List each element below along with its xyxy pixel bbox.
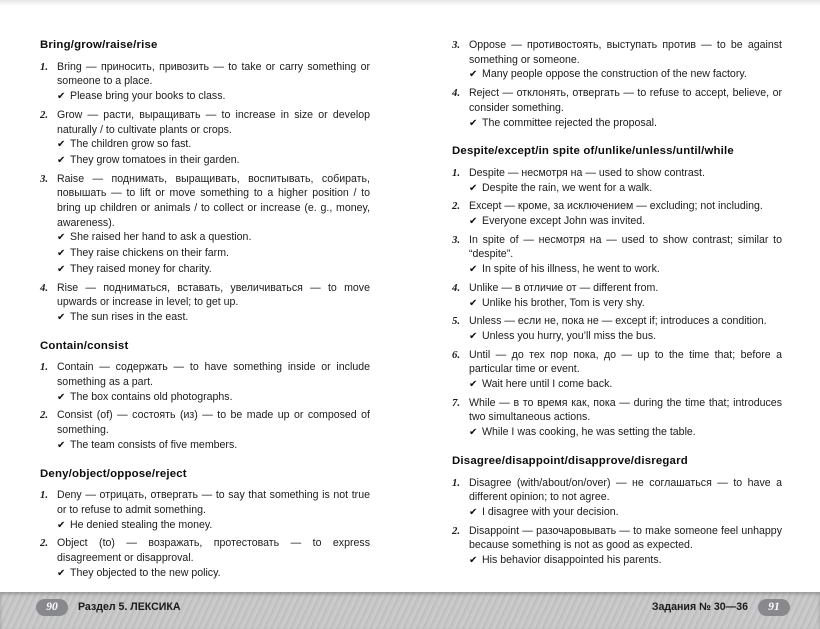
vocab-entry [452, 86, 782, 131]
example-line: ✔ His behavior disappointed his parents. [452, 553, 782, 569]
example-line: ✔ The committee rejected the proposal. [452, 116, 782, 132]
entry-number: 6. [452, 348, 461, 361]
vocab-entry [452, 233, 782, 278]
example-line: ✔ While I was cooking, he was setting the table. [452, 425, 782, 441]
checkmark-icon: ✔ [469, 182, 478, 194]
checkmark-icon: ✔ [57, 91, 66, 103]
entry-definition: 3. Raise — поднимать, выращивать, воспитывать, собирать, повышать — to lift or move something to a higher position / to bring up children or animals / to collect or increase (e. g., money, awareness). [40, 172, 370, 229]
entry-number: 2. [452, 524, 461, 537]
example-line: ✔ The box contains old photographs. [40, 390, 370, 406]
left-page-column [40, 38, 370, 585]
checkmark-icon: ✔ [469, 297, 478, 309]
entry-number: 4. [40, 281, 49, 294]
vocab-entry [452, 38, 782, 83]
example-line: ✔ Unlike his brother, Tom is very shy. [452, 296, 782, 312]
example-line: ✔ They raised money for charity. [40, 262, 370, 278]
vocab-entry [40, 108, 370, 169]
entry-definition: 7. While — в то время как, пока — during the time that; introduces two simultaneous actions. [452, 396, 782, 424]
section-heading: Disagree/disappoint/disapprove/disregard [452, 454, 688, 467]
checkmark-icon: ✔ [57, 263, 66, 275]
example-line: ✔ The children grow so fast. [40, 137, 370, 153]
entry-definition: 1. Deny — отрицать, отвергать — to say that something is not true or to refuse to admit something. [40, 489, 370, 516]
entry-definition: 4. Rise — подниматься, вставать, увеличиваться — to move upwards or increase in level; to get up. [40, 281, 370, 309]
entry-number: 1. [452, 166, 461, 179]
vocab-entry [452, 199, 782, 229]
entry-definition: 2. Object (to) — возражать, протестовать — to express disagreement or disapproval. [40, 537, 370, 565]
entry-number: 5. [452, 315, 461, 328]
vocab-entry [40, 172, 370, 278]
entry-definition: 2. Consist (of) — состоять (из) — to be made up or composed of something. [40, 409, 370, 437]
example-line: ✔ Wait here until I come back. [452, 377, 782, 393]
vocab-entry [40, 408, 370, 453]
entry-definition: 1. Despite — несмотря на — used to show contrast. [452, 166, 705, 179]
checkmark-icon: ✔ [57, 391, 66, 403]
entry-definition: 5. Unless — если не, пока не — except if; introduces a condition. [452, 315, 767, 328]
section-heading: Bring/grow/raise/rise [40, 39, 158, 51]
vocab-entry [40, 536, 370, 581]
footer-section-label: Раздел 5. ЛЕКСИКА [78, 601, 181, 613]
checkmark-icon: ✔ [57, 567, 66, 579]
checkmark-icon: ✔ [469, 264, 478, 276]
section-heading: Contain/consist [40, 339, 129, 352]
checkmark-icon: ✔ [57, 311, 66, 323]
example-line: ✔ Everyone except John was invited. [452, 214, 782, 230]
entry-number: 1. [40, 489, 49, 502]
checkmark-icon: ✔ [57, 232, 66, 244]
vocab-entry [40, 488, 370, 533]
footer-tasks-label: Задания № 30—36 [651, 601, 748, 613]
example-line: ✔ Unless you hurry, you’ll miss the bus. [452, 329, 782, 345]
entry-number: 2. [40, 409, 49, 422]
entry-number: 4. [452, 281, 461, 294]
example-line: ✔ I disagree with your decision. [452, 505, 782, 521]
example-line: ✔ They objected to the new policy. [40, 566, 370, 582]
entry-definition: 2. Disappoint — разочаровывать — to make someone feel unhappy because something is not as good as expected. [452, 524, 782, 552]
checkmark-icon: ✔ [57, 154, 66, 166]
footer-band [0, 592, 820, 629]
example-line: ✔ They grow tomatoes in their garden. [40, 153, 370, 169]
vocab-entry [452, 524, 782, 569]
footer-row [0, 598, 820, 616]
checkmark-icon: ✔ [57, 248, 66, 260]
entry-definition: 3. Oppose — противостоять, выступать против — to be against something or someone. [452, 39, 782, 66]
checkmark-icon: ✔ [57, 139, 66, 151]
entry-number: 4. [452, 87, 461, 100]
entry-number: 3. [40, 172, 49, 185]
vocab-entry [452, 281, 782, 311]
example-line: ✔ The sun rises in the east. [40, 310, 370, 326]
example-line: ✔ He denied stealing the money. [40, 518, 370, 534]
vocab-entry [40, 281, 370, 326]
checkmark-icon: ✔ [469, 69, 478, 81]
entry-number: 3. [452, 39, 461, 51]
example-line: ✔ Many people oppose the construction of the new factory. [452, 67, 782, 83]
checkmark-icon: ✔ [469, 330, 478, 342]
page-number-badge-left: 90 [36, 599, 68, 616]
example-line: ✔ They raise chickens on their farm. [40, 246, 370, 262]
entry-definition: 3. In spite of — несмотря на — used to show contrast; similar to “despite”. [452, 233, 782, 261]
example-line: ✔ Despite the rain, we went for a walk. [452, 181, 782, 197]
vocab-entry [40, 60, 370, 105]
entry-definition: 6. Until — до тех пор пока, до — up to the time that; before a particular time or event. [452, 348, 782, 376]
section-heading: Deny/object/oppose/reject [40, 467, 187, 480]
right-page-column [452, 38, 782, 572]
checkmark-icon: ✔ [57, 519, 66, 531]
entry-number: 2. [40, 108, 49, 121]
entry-definition: 2. Except — кроме, за исключением — excluding; not including. [452, 200, 763, 213]
entry-definition: 4. Reject — отклонять, отвергать — to refuse to accept, believe, or consider something. [452, 87, 782, 114]
entry-number: 1. [40, 60, 49, 73]
example-line: ✔ She raised her hand to ask a question. [40, 230, 370, 246]
checkmark-icon: ✔ [57, 439, 66, 451]
entry-number: 7. [452, 396, 461, 409]
vocab-entry [452, 348, 782, 393]
entry-definition: 1. Disagree (with/about/on/over) — не соглашаться — to have a different opinion; to not agree. [452, 476, 782, 504]
vocab-entry [452, 314, 782, 344]
checkmark-icon: ✔ [469, 555, 478, 567]
checkmark-icon: ✔ [469, 379, 478, 391]
checkmark-icon: ✔ [469, 506, 478, 518]
checkmark-icon: ✔ [469, 427, 478, 439]
entry-definition: 1. Contain — содержать — to have something inside or include something as a part. [40, 361, 370, 389]
example-line: ✔ Please bring your books to class. [40, 89, 370, 105]
entry-number: 1. [40, 361, 49, 374]
vocab-entry [40, 360, 370, 405]
entry-number: 3. [452, 233, 461, 246]
entry-definition: 1. Bring — приносить, привозить — to take or carry something or someone to a place. [40, 60, 370, 88]
checkmark-icon: ✔ [469, 117, 478, 129]
example-line: ✔ In spite of his illness, he went to work. [452, 262, 782, 278]
checkmark-icon: ✔ [469, 216, 478, 228]
entry-number: 2. [452, 200, 461, 213]
entry-definition: 2. Grow — расти, выращивать — to increase in size or develop naturally / to cultivate plants or crops. [40, 108, 370, 136]
example-line: ✔ The team consists of five members. [40, 438, 370, 454]
page-number-badge-right: 91 [758, 599, 790, 616]
entry-definition: 4. Unlike — в отличие от — different from. [452, 281, 659, 294]
vocab-entry [452, 396, 782, 441]
entry-number: 1. [452, 476, 461, 489]
vocab-entry [452, 476, 782, 521]
section-heading: Despite/except/in spite of/unlike/unless/until/while [452, 145, 734, 158]
vocab-entry [452, 166, 782, 196]
entry-number: 2. [40, 537, 49, 550]
